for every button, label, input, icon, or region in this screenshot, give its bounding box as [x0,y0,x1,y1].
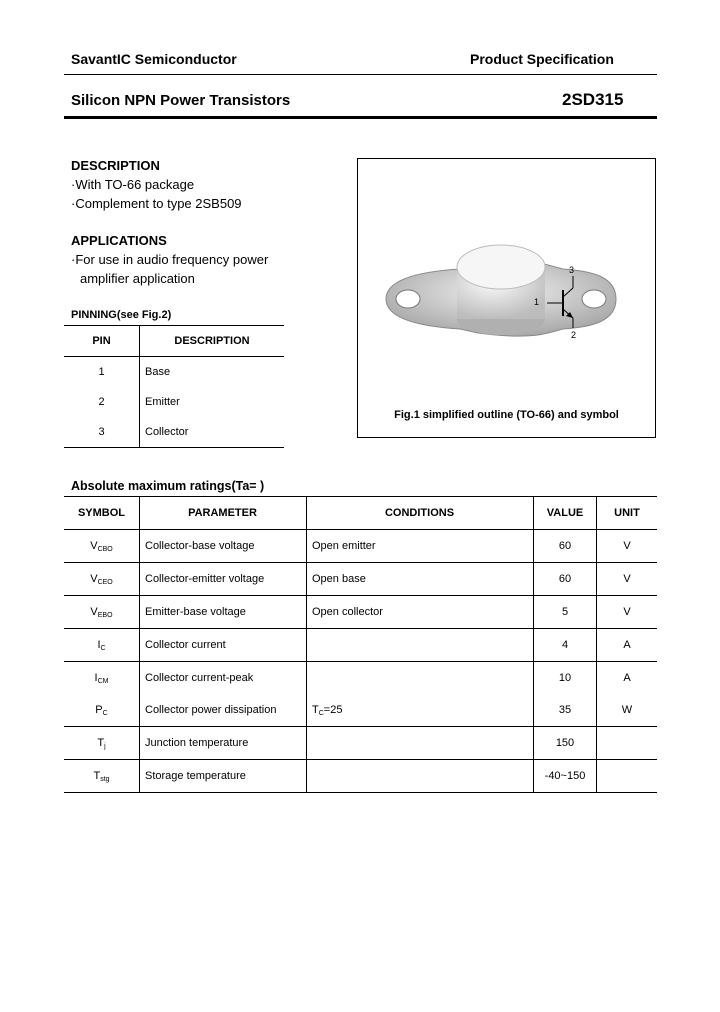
table-row [64,694,657,727]
pinning-table [64,325,284,448]
value-cell: 60 [534,563,597,596]
table-row [64,387,284,417]
pin-label-collector: 3 [569,265,575,275]
unit-header: UNIT [597,497,658,530]
value-cell: 35 [534,694,597,727]
conditions-cell [307,760,534,793]
unit-cell [597,727,658,760]
parameter-cell: Collector power dissipation [140,694,307,727]
table-row [64,760,657,793]
pin-description: Emitter [145,396,180,408]
conditions-header: CONDITIONS [307,497,534,530]
pinning-title: PINNING(see Fig.2) [71,309,172,321]
symbol-cell: $P_C$ [64,694,140,727]
applications-line: ·For use in audio frequency power [71,252,269,267]
description-item: ·With TO-66 package [71,177,195,192]
pin-number: 3 [64,417,140,448]
conditions-cell: Open emitter [307,530,534,563]
description-title: DESCRIPTION [71,158,160,173]
product-line: Silicon NPN Power Transistors [71,92,291,109]
value-cell: -40~150 [534,760,597,793]
pin-header: PIN [64,326,140,357]
parameter-cell: Emitter-base voltage [140,596,307,629]
conditions-cell: Open collector [307,596,534,629]
parameter-cell: Collector current-peak [140,662,307,695]
conditions-cell [307,727,534,760]
unit-cell: V [597,563,658,596]
unit-cell: A [623,672,631,684]
value-cell: 10 [534,662,597,695]
figure-caption: Fig.1 simplified outline (TO-66) and symbol [394,409,619,421]
symbol-cell: $I_{CM}$ [64,662,140,695]
applications-line: amplifier application [80,271,195,286]
value-cell: 60 [534,530,597,563]
conditions-cell [307,662,534,695]
parameter-cell: Collector-base voltage [140,530,307,563]
pin-description: Collector [140,417,285,448]
figure-box [357,158,656,438]
description-header: DESCRIPTION [140,326,285,357]
parameter-header: PARAMETER [140,497,307,530]
value-cell: 5 [534,596,597,629]
table-row [64,417,284,448]
symbol-cell: $T_{stg}$ [64,760,140,793]
pin-label-base: 1 [534,297,540,307]
parameter-cell: Collector current [140,629,307,662]
symbol-cell: $V_{CBO}$ [64,530,140,563]
pin-label-emitter: 2 [571,330,577,340]
conditions-cell: $T_C=25$ [307,694,534,727]
parameter-cell: Storage temperature [140,760,307,793]
parameter-cell: Collector-emitter voltage [140,563,307,596]
value-cell: 150 [534,727,597,760]
ratings-table [64,496,657,793]
spec-type: Product Specification [470,51,614,67]
company-name: SavantIC Semiconductor [71,51,237,67]
pin-number: 1 [64,357,140,388]
value-cell: 4 [534,629,597,662]
ratings-title: Absolute maximum ratings(Ta= ) [71,479,265,493]
ratings-header-row [64,497,657,530]
unit-cell: A [597,629,658,662]
description-item: ·Complement to type 2SB509 [71,196,242,211]
pinning-header-row [64,326,284,357]
symbol-header: SYMBOL [64,497,140,530]
table-row [64,727,657,760]
npn-transistor-symbol [533,264,613,354]
table-row [64,629,657,662]
symbol-cell: $T_j$ [64,727,140,760]
conditions-cell [307,629,534,662]
table-row [64,357,284,388]
pin-number: 2 [64,387,140,417]
value-header: VALUE [534,497,597,530]
unit-cell: V [597,596,658,629]
part-number: 2SD315 [562,90,624,109]
symbol-cell: $V_{CEO}$ [64,563,140,596]
table-row [64,662,657,695]
unit-cell [597,760,658,793]
symbol-cell: $I_C$ [64,629,140,662]
table-row [64,530,657,563]
conditions-cell: Open base [307,563,534,596]
pin-description: Base [145,366,171,378]
symbol-cell: $V_{EBO}$ [64,596,140,629]
parameter-cell: Junction temperature [140,727,307,760]
header-divider [64,74,657,75]
applications-title: APPLICATIONS [71,233,167,248]
unit-cell: V [597,530,658,563]
table-row [64,563,657,596]
unit-cell: W [597,694,658,727]
title-divider [64,116,657,119]
table-row [64,596,657,629]
